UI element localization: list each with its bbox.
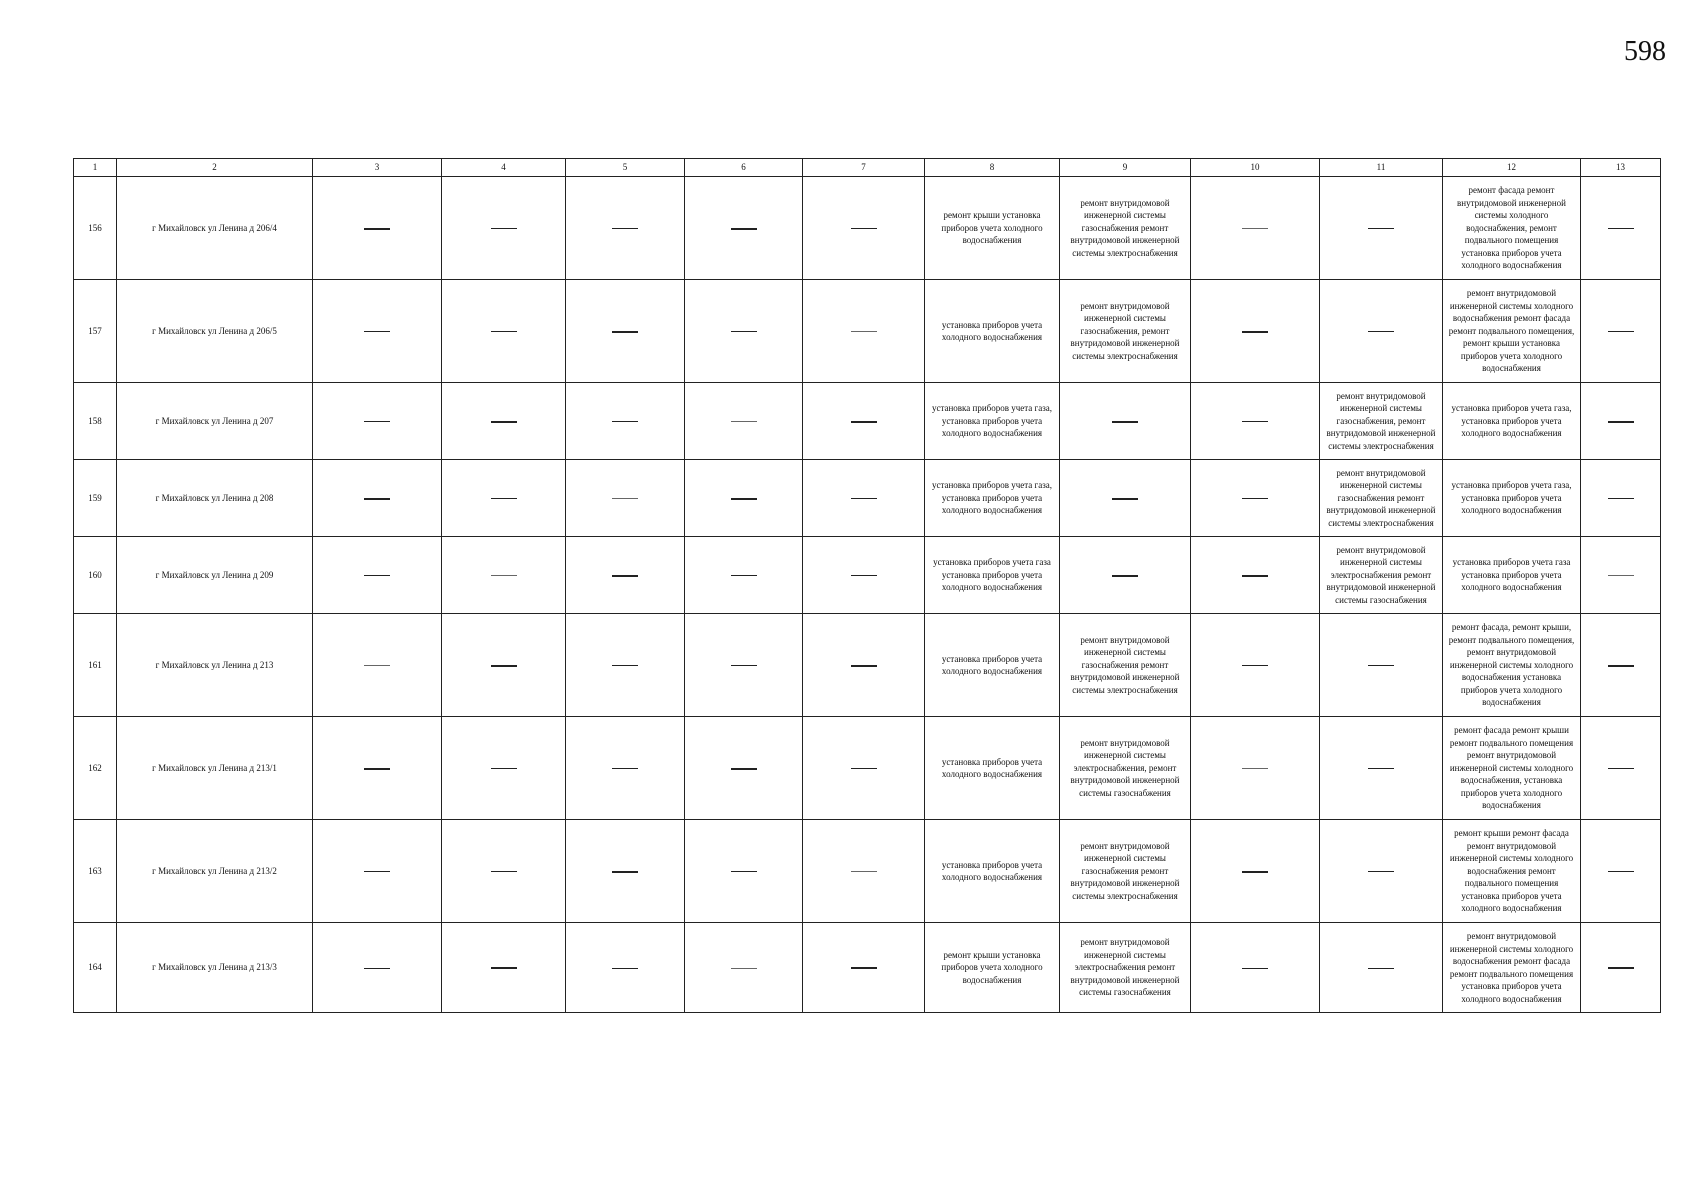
address-cell: г Михайловск ул Ленина д 213 — [117, 614, 313, 717]
dash-mark — [491, 498, 517, 499]
address-cell: г Михайловск ул Ленина д 213/1 — [117, 717, 313, 820]
dash-mark — [1608, 871, 1634, 872]
dash-mark — [851, 768, 877, 769]
dash-mark — [491, 331, 517, 332]
empty-cell — [1320, 177, 1443, 280]
dash-mark — [731, 228, 757, 230]
dash-mark — [1242, 575, 1268, 577]
empty-cell — [566, 717, 685, 820]
table-row — [74, 537, 1661, 614]
table-row — [74, 383, 1661, 460]
empty-cell — [803, 460, 925, 537]
empty-cell — [1320, 717, 1443, 820]
empty-cell — [1191, 820, 1320, 923]
empty-cell — [313, 820, 442, 923]
table-row — [74, 614, 1661, 717]
column-header: 4 — [442, 159, 566, 177]
work-type-cell: установка приборов учета холодного водоснабжения — [925, 614, 1060, 717]
work-type-cell: установка приборов учета газа установка приборов учета холодного водоснабжения — [925, 537, 1060, 614]
empty-cell — [442, 614, 566, 717]
empty-cell — [566, 820, 685, 923]
empty-cell — [566, 280, 685, 383]
empty-cell — [1320, 820, 1443, 923]
empty-cell — [566, 460, 685, 537]
work-type-cell: ремонт внутридомовой инженерной системы газоснабжения, ремонт внутридомовой инженерной системы электроснабжения — [1320, 383, 1443, 460]
table-body — [74, 177, 1661, 1013]
work-type-cell: установка приборов учета холодного водоснабжения — [925, 717, 1060, 820]
empty-cell — [803, 614, 925, 717]
dash-mark — [851, 228, 877, 229]
work-type-cell: установка приборов учета газа, установка приборов учета холодного водоснабжения — [925, 460, 1060, 537]
dash-mark — [1368, 871, 1394, 872]
empty-cell — [803, 717, 925, 820]
work-type-cell: ремонт внутридомовой инженерной системы холодного водоснабжения ремонт фасада ремонт подвального помещения, ремонт крыши установка приборов учета холодного водоснабжения — [1443, 280, 1581, 383]
dash-mark — [1608, 665, 1634, 667]
column-header: 13 — [1581, 159, 1661, 177]
dash-mark — [851, 967, 877, 969]
empty-cell — [685, 717, 803, 820]
work-type-cell: установка приборов учета газа, установка приборов учета холодного водоснабжения — [1443, 383, 1581, 460]
dash-mark — [1242, 228, 1268, 229]
dash-mark — [612, 665, 638, 666]
dash-mark — [1242, 768, 1268, 769]
empty-cell — [442, 537, 566, 614]
empty-cell — [685, 460, 803, 537]
column-header: 7 — [803, 159, 925, 177]
dash-mark — [851, 871, 877, 872]
empty-cell — [1191, 537, 1320, 614]
dash-mark — [491, 768, 517, 769]
dash-mark — [1608, 331, 1634, 332]
dash-mark — [364, 331, 390, 332]
dash-mark — [491, 421, 517, 423]
work-type-cell: установка приборов учета газа, установка приборов учета холодного водоснабжения — [1443, 460, 1581, 537]
address-cell: г Михайловск ул Ленина д 213/3 — [117, 923, 313, 1013]
empty-cell — [1191, 383, 1320, 460]
empty-cell — [685, 614, 803, 717]
address-cell: г Михайловск ул Ленина д 213/2 — [117, 820, 313, 923]
dash-mark — [612, 575, 638, 577]
work-type-cell: ремонт внутридомовой инженерной системы газоснабжения ремонт внутридомовой инженерной системы электроснабжения — [1320, 460, 1443, 537]
row-number: 163 — [74, 820, 117, 923]
dash-mark — [1608, 498, 1634, 499]
row-number: 161 — [74, 614, 117, 717]
dash-mark — [1242, 331, 1268, 333]
empty-cell — [685, 177, 803, 280]
column-number-row — [74, 159, 1661, 177]
column-header: 11 — [1320, 159, 1443, 177]
work-type-cell: ремонт внутридомовой инженерной системы холодного водоснабжения ремонт фасада ремонт подвального помещения установка приборов учета холодного водоснабжения — [1443, 923, 1581, 1013]
empty-cell — [1191, 614, 1320, 717]
column-header: 8 — [925, 159, 1060, 177]
dash-mark — [491, 665, 517, 667]
empty-cell — [442, 820, 566, 923]
empty-cell — [1581, 820, 1661, 923]
empty-cell — [1060, 383, 1191, 460]
empty-cell — [442, 717, 566, 820]
work-type-cell: ремонт фасада, ремонт крыши, ремонт подвального помещения, ремонт внутридомовой инженерной системы холодного водоснабжения установка приборов учета холодного водоснабжения — [1443, 614, 1581, 717]
dash-mark — [1242, 871, 1268, 873]
work-type-cell: ремонт внутридомовой инженерной системы электроснабжения ремонт внутридомовой инженерной системы газоснабжения — [1320, 537, 1443, 614]
empty-cell — [313, 177, 442, 280]
dash-mark — [1368, 228, 1394, 229]
work-type-cell: ремонт фасада ремонт крыши ремонт подвального помещения ремонт внутридомовой инженерной системы холодного водоснабжения, установка приборов учета холодного водоснабжения — [1443, 717, 1581, 820]
dash-mark — [612, 498, 638, 499]
dash-mark — [731, 665, 757, 666]
row-number: 156 — [74, 177, 117, 280]
dash-mark — [612, 331, 638, 333]
empty-cell — [803, 923, 925, 1013]
dash-mark — [1368, 968, 1394, 969]
empty-cell — [313, 717, 442, 820]
dash-mark — [364, 968, 390, 969]
empty-cell — [313, 383, 442, 460]
work-type-cell: ремонт внутридомовой инженерной системы электроснабжения, ремонт внутридомовой инженерной системы газоснабжения — [1060, 717, 1191, 820]
dash-mark — [612, 768, 638, 769]
dash-mark — [731, 331, 757, 332]
address-cell: г Михайловск ул Ленина д 206/5 — [117, 280, 313, 383]
dash-mark — [1242, 498, 1268, 499]
dash-mark — [1608, 575, 1634, 576]
dash-mark — [731, 421, 757, 422]
dash-mark — [1608, 421, 1634, 423]
empty-cell — [1060, 537, 1191, 614]
row-number: 157 — [74, 280, 117, 383]
empty-cell — [1581, 537, 1661, 614]
dash-mark — [1242, 968, 1268, 969]
address-cell: г Михайловск ул Ленина д 208 — [117, 460, 313, 537]
table-row — [74, 820, 1661, 923]
empty-cell — [803, 820, 925, 923]
empty-cell — [685, 280, 803, 383]
work-type-cell: ремонт внутридомовой инженерной системы газоснабжения, ремонт внутридомовой инженерной системы электроснабжения — [1060, 280, 1191, 383]
address-cell: г Михайловск ул Ленина д 207 — [117, 383, 313, 460]
row-number: 158 — [74, 383, 117, 460]
empty-cell — [1320, 280, 1443, 383]
dash-mark — [491, 228, 517, 229]
dash-mark — [364, 768, 390, 770]
empty-cell — [1581, 177, 1661, 280]
dash-mark — [1608, 228, 1634, 229]
empty-cell — [1191, 717, 1320, 820]
empty-cell — [442, 177, 566, 280]
dash-mark — [1608, 768, 1634, 769]
empty-cell — [442, 383, 566, 460]
empty-cell — [1191, 177, 1320, 280]
address-cell: г Михайловск ул Ленина д 206/4 — [117, 177, 313, 280]
empty-cell — [685, 820, 803, 923]
column-header: 6 — [685, 159, 803, 177]
dash-mark — [851, 331, 877, 332]
work-type-cell: ремонт внутридомовой инженерной системы газоснабжения ремонт внутридомовой инженерной системы электроснабжения — [1060, 614, 1191, 717]
empty-cell — [803, 280, 925, 383]
empty-cell — [1581, 280, 1661, 383]
address-cell: г Михайловск ул Ленина д 209 — [117, 537, 313, 614]
empty-cell — [313, 537, 442, 614]
dash-mark — [1368, 665, 1394, 666]
work-type-cell: установка приборов учета газа, установка приборов учета холодного водоснабжения — [925, 383, 1060, 460]
dash-mark — [851, 498, 877, 499]
work-type-cell: ремонт фасада ремонт внутридомовой инженерной системы холодного водоснабжения, ремонт подвального помещения установка приборов учета холодного водоснабжения — [1443, 177, 1581, 280]
row-number: 164 — [74, 923, 117, 1013]
empty-cell — [566, 614, 685, 717]
work-type-cell: установка приборов учета газа установка приборов учета холодного водоснабжения — [1443, 537, 1581, 614]
work-type-cell: ремонт крыши ремонт фасада ремонт внутридомовой инженерной системы холодного водоснабжения ремонт подвального помещения установка приборов учета холодного водоснабжения — [1443, 820, 1581, 923]
dash-mark — [1242, 421, 1268, 422]
dash-mark — [491, 871, 517, 872]
empty-cell — [1060, 460, 1191, 537]
dash-mark — [731, 498, 757, 500]
empty-cell — [313, 614, 442, 717]
empty-cell — [313, 923, 442, 1013]
empty-cell — [566, 923, 685, 1013]
dash-mark — [731, 575, 757, 576]
table-row — [74, 460, 1661, 537]
dash-mark — [1112, 498, 1138, 500]
column-header: 12 — [1443, 159, 1581, 177]
table-row — [74, 923, 1661, 1013]
dash-mark — [1112, 575, 1138, 577]
dash-mark — [612, 968, 638, 969]
column-header: 1 — [74, 159, 117, 177]
dash-mark — [1112, 421, 1138, 423]
empty-cell — [442, 460, 566, 537]
column-header: 5 — [566, 159, 685, 177]
column-header: 2 — [117, 159, 313, 177]
dash-mark — [1242, 665, 1268, 666]
dash-mark — [731, 968, 757, 969]
empty-cell — [1320, 614, 1443, 717]
empty-cell — [685, 383, 803, 460]
dash-mark — [364, 498, 390, 500]
work-type-cell: ремонт крыши установка приборов учета холодного водоснабжения — [925, 923, 1060, 1013]
work-type-cell: установка приборов учета холодного водоснабжения — [925, 820, 1060, 923]
row-number: 160 — [74, 537, 117, 614]
column-header: 3 — [313, 159, 442, 177]
empty-cell — [566, 177, 685, 280]
empty-cell — [1581, 383, 1661, 460]
empty-cell — [803, 383, 925, 460]
table-row — [74, 280, 1661, 383]
empty-cell — [313, 280, 442, 383]
dash-mark — [1608, 967, 1634, 969]
dash-mark — [851, 575, 877, 576]
dash-mark — [851, 665, 877, 667]
dash-mark — [364, 871, 390, 872]
row-number: 162 — [74, 717, 117, 820]
work-type-cell: ремонт внутридомовой инженерной системы газоснабжения ремонт внутридомовой инженерной системы электроснабжения — [1060, 177, 1191, 280]
table-row — [74, 177, 1661, 280]
row-number: 159 — [74, 460, 117, 537]
work-type-cell: установка приборов учета холодного водоснабжения — [925, 280, 1060, 383]
column-header: 9 — [1060, 159, 1191, 177]
dash-mark — [731, 871, 757, 872]
dash-mark — [612, 871, 638, 873]
empty-cell — [313, 460, 442, 537]
dash-mark — [612, 228, 638, 229]
dash-mark — [364, 421, 390, 422]
dash-mark — [491, 575, 517, 576]
table-row — [74, 717, 1661, 820]
empty-cell — [442, 923, 566, 1013]
empty-cell — [442, 280, 566, 383]
empty-cell — [685, 537, 803, 614]
empty-cell — [1581, 460, 1661, 537]
empty-cell — [1581, 717, 1661, 820]
empty-cell — [803, 177, 925, 280]
empty-cell — [685, 923, 803, 1013]
dash-mark — [364, 575, 390, 576]
empty-cell — [1191, 460, 1320, 537]
empty-cell — [1191, 923, 1320, 1013]
works-table — [73, 158, 1661, 1013]
dash-mark — [851, 421, 877, 423]
dash-mark — [731, 768, 757, 770]
empty-cell — [566, 537, 685, 614]
empty-cell — [1191, 280, 1320, 383]
column-header: 10 — [1191, 159, 1320, 177]
dash-mark — [364, 228, 390, 230]
dash-mark — [364, 665, 390, 666]
empty-cell — [803, 537, 925, 614]
dash-mark — [1368, 768, 1394, 769]
page-number: 598 — [1624, 36, 1666, 67]
empty-cell — [1320, 923, 1443, 1013]
empty-cell — [1581, 614, 1661, 717]
work-type-cell: ремонт крыши установка приборов учета холодного водоснабжения — [925, 177, 1060, 280]
empty-cell — [566, 383, 685, 460]
dash-mark — [612, 421, 638, 422]
work-type-cell: ремонт внутридомовой инженерной системы электроснабжения ремонт внутридомовой инженерной системы газоснабжения — [1060, 923, 1191, 1013]
empty-cell — [1581, 923, 1661, 1013]
dash-mark — [1368, 331, 1394, 332]
work-type-cell: ремонт внутридомовой инженерной системы газоснабжения ремонт внутридомовой инженерной системы электроснабжения — [1060, 820, 1191, 923]
dash-mark — [491, 967, 517, 969]
